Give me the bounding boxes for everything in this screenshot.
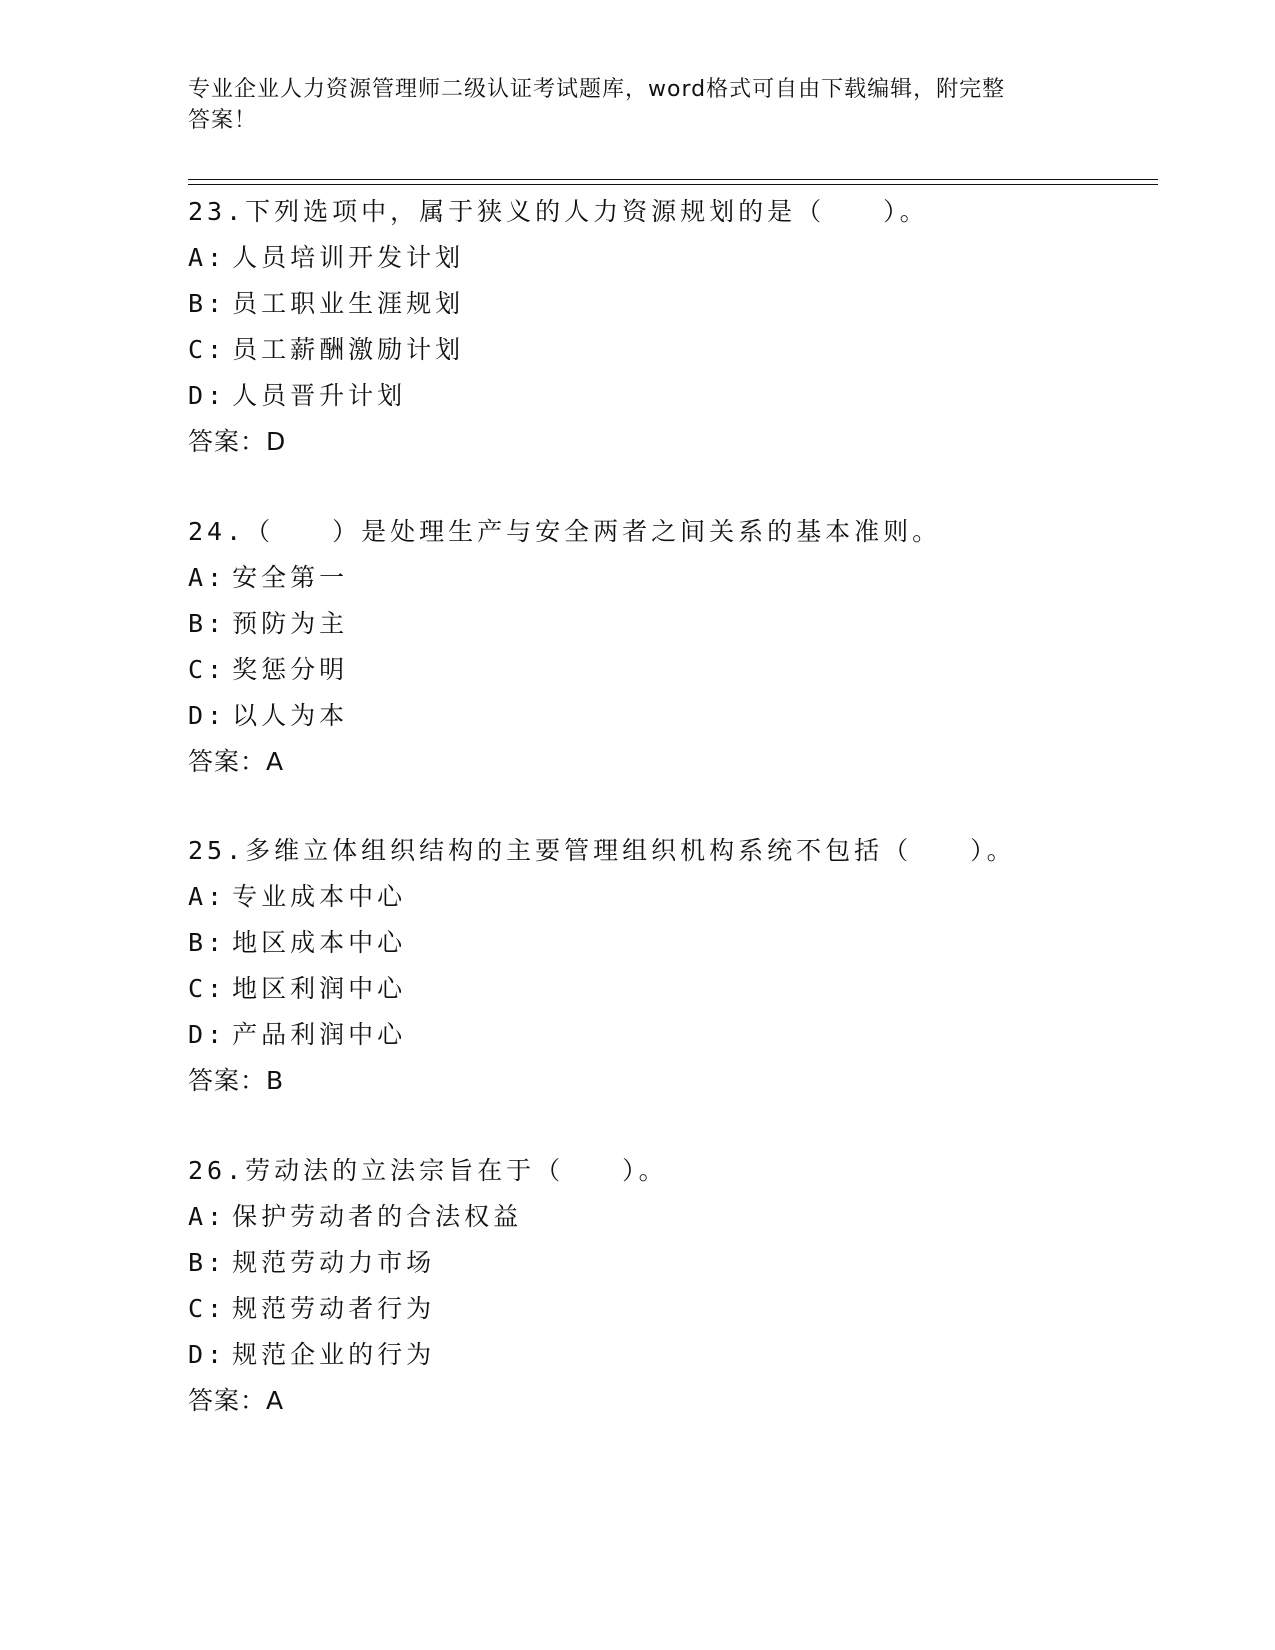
- option-c: [188, 1286, 1148, 1332]
- option-letter: B:: [188, 928, 227, 957]
- option-a: [188, 235, 1148, 281]
- option-c: [188, 327, 1148, 373]
- option-letter: A:: [188, 882, 227, 911]
- option-a: [188, 1194, 1148, 1240]
- option-text: 以人为本: [232, 701, 349, 730]
- question-25: [188, 828, 1148, 1104]
- header-line-1: 专业企业人力资源管理师二级认证考试题库，word格式可自由下载编辑，附完整: [188, 77, 1006, 102]
- option-text: 规范企业的行为: [232, 1340, 436, 1369]
- option-b: [188, 1240, 1148, 1286]
- option-d: [188, 693, 1148, 739]
- option-letter: C:: [188, 1294, 227, 1323]
- option-b: [188, 920, 1148, 966]
- option-a: [188, 555, 1148, 601]
- option-text: 专业成本中心: [232, 882, 407, 911]
- answer: 答案：D: [188, 427, 287, 456]
- answer: 答案：A: [188, 1386, 285, 1415]
- option-letter: A:: [188, 1202, 227, 1231]
- option-text: 人员培训开发计划: [232, 243, 465, 272]
- option-text: 规范劳动者行为: [232, 1294, 436, 1323]
- option-c: [188, 966, 1148, 1012]
- question-24: [188, 509, 1148, 785]
- answer: 答案：B: [188, 1066, 285, 1095]
- option-letter: D:: [188, 381, 227, 410]
- option-text: 人员晋升计划: [232, 381, 407, 410]
- option-letter: D:: [188, 1340, 227, 1369]
- option-d: [188, 1012, 1148, 1058]
- option-text: 员工薪酬激励计划: [232, 335, 465, 364]
- option-letter: C:: [188, 335, 227, 364]
- question-26: [188, 1148, 1148, 1424]
- question-stem: 23.下列选项中，属于狭义的人力资源规划的是（ ）。: [188, 197, 929, 226]
- option-letter: D:: [188, 701, 227, 730]
- option-b: [188, 601, 1148, 647]
- option-b: [188, 281, 1148, 327]
- option-text: 预防为主: [232, 609, 349, 638]
- option-d: [188, 373, 1148, 419]
- option-letter: A:: [188, 243, 227, 272]
- option-text: 安全第一: [232, 563, 349, 592]
- option-text: 产品利润中心: [232, 1020, 407, 1049]
- option-letter: D:: [188, 1020, 227, 1049]
- option-text: 规范劳动力市场: [232, 1248, 436, 1277]
- question-stem: 24.（ ）是处理生产与安全两者之间关系的基本准则。: [188, 517, 942, 546]
- option-letter: B:: [188, 1248, 227, 1277]
- option-letter: B:: [188, 609, 227, 638]
- question-stem: 26.劳动法的立法宗旨在于（ ）。: [188, 1156, 668, 1185]
- answer: 答案：A: [188, 747, 285, 776]
- option-text: 员工职业生涯规划: [232, 289, 465, 318]
- header-divider-top: [188, 179, 1158, 180]
- question-stem: 25.多维立体组织结构的主要管理组织机构系统不包括（ ）。: [188, 836, 1016, 865]
- option-letter: C:: [188, 974, 227, 1003]
- header-line-2: 答案！: [188, 108, 258, 133]
- option-text: 保护劳动者的合法权益: [232, 1202, 523, 1231]
- option-text: 奖惩分明: [232, 655, 349, 684]
- header-divider-bottom: [188, 184, 1158, 185]
- option-d: [188, 1332, 1148, 1378]
- question-23: [188, 189, 1148, 465]
- option-letter: B:: [188, 289, 227, 318]
- option-a: [188, 874, 1148, 920]
- document-header: [188, 74, 1088, 136]
- option-letter: A:: [188, 563, 227, 592]
- option-text: 地区成本中心: [232, 928, 407, 957]
- option-text: 地区利润中心: [232, 974, 407, 1003]
- option-c: [188, 647, 1148, 693]
- option-letter: C:: [188, 655, 227, 684]
